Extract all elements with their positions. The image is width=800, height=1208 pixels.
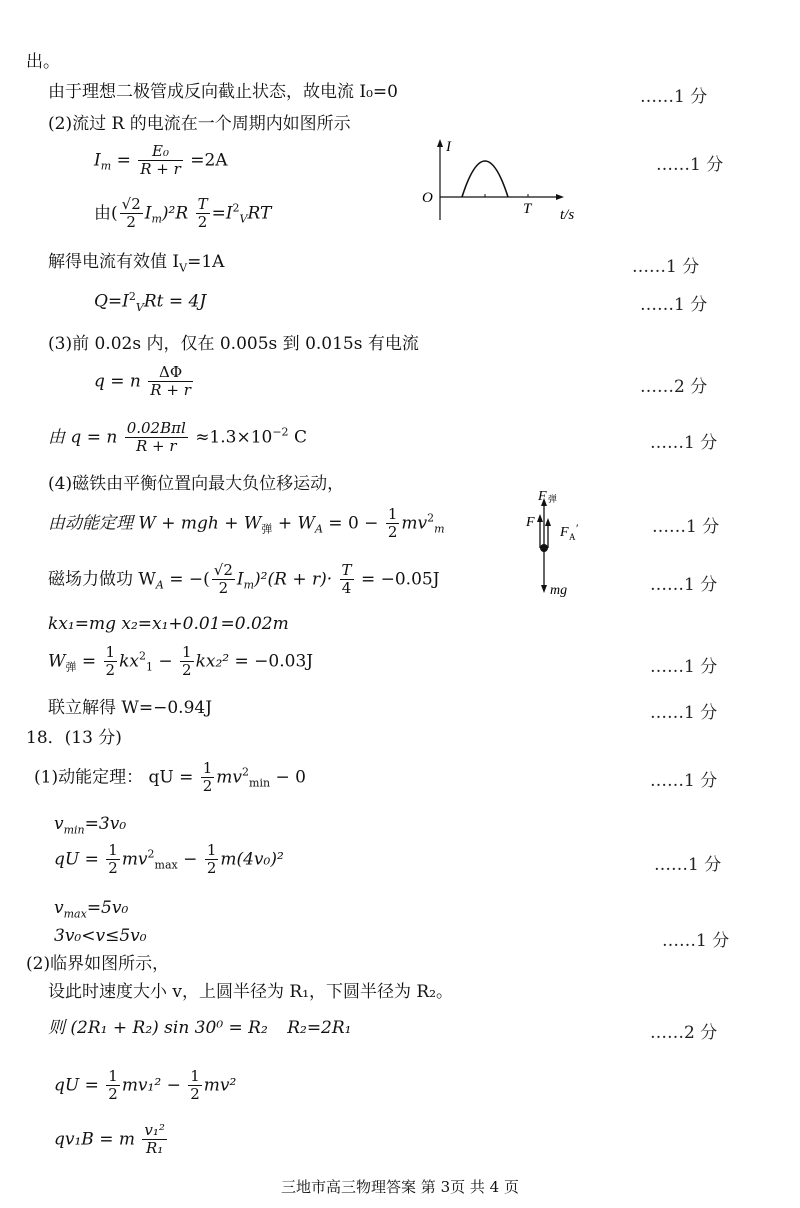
spring-work: $W_弹$ = $\frac{1}{2}$ $kx^2_1$ − $\frac{1}{2}$ kx₂² = −0.03J: [48, 643, 314, 680]
lorentz-force: qv₁B = m $\frac{\text{v₁²}}{\text{R₁}}$: [54, 1121, 165, 1158]
svg-text:F: F: [560, 525, 569, 540]
label-i: I: [446, 139, 451, 155]
equation-rms: 由( $\frac{√2}{2}$ $I_m)^2R$ $\frac{T}{2}$ $=I^2_VRT$: [94, 195, 272, 232]
vmax-equation: qU = $\frac{1}{2}$ $mv^2_{max}$ − $\frac{1}{2}$ m(4v₀)²: [54, 841, 284, 878]
score-mark: ……1 分: [650, 771, 718, 791]
part-4-heading: (4)磁铁由平衡位置向最大负位移运动，: [48, 474, 345, 494]
q18-part2-heading: (2)临界如图所示，: [26, 954, 170, 974]
heat-equation: $Q=I^2_VRt = 4J$: [94, 290, 207, 315]
current-waveform-graph: [410, 135, 590, 225]
score-mark: ……2 分: [640, 377, 708, 397]
svg-text:mg: mg: [550, 583, 568, 598]
score-mark: ……1 分: [654, 855, 722, 875]
magnetic-work: 磁场力做功 $W_A$ = −( $\frac{√2}{2}$ $I_m)^2(R + r)\cdot$ $\frac{T}{4}$ = −0.05J: [48, 561, 440, 598]
charge-formula: q = n $\frac{\Delta\Phi}{R + r}$: [94, 363, 191, 400]
energy-theorem: 由动能定理 W + mgh + $W_弹 + W_A = 0$ − $\frac{1}{2}$ $mv^2_m$: [48, 505, 445, 542]
score-mark: ……1 分: [650, 575, 718, 595]
x-axis-arrow: [556, 194, 564, 200]
score-mark: ……1 分: [662, 931, 730, 951]
diode-statement: 由于理想二极管成反向截止状态，故电流 I₀=0: [48, 82, 398, 102]
score-mark: ……1 分: [640, 295, 708, 315]
score-mark: ……1 分: [640, 87, 708, 107]
text-continuation: 出。: [26, 52, 60, 72]
fraction: $\frac{\text{E₀}}{R + r}$: [140, 142, 181, 179]
part-3-heading: (3)前 0.02s 内，仅在 0.005s 到 0.015s 有电流: [48, 334, 419, 354]
vmin-result: $v_{min}=3v_0$: [54, 814, 127, 837]
svg-text:′: ′: [576, 521, 579, 535]
label-ts: t/s: [560, 207, 575, 223]
svg-text:F: F: [526, 515, 535, 530]
velocity-range: 3v₀<v≤5v₀: [54, 926, 147, 946]
geometry-relation: 则 (2R₁ + R₂) sin 30⁰ = R₂ R₂=2R₁: [48, 1018, 352, 1038]
force-diagram: [520, 488, 620, 598]
question-18-heading: 18．(13 分): [26, 728, 122, 748]
y-axis-arrow: [437, 139, 443, 147]
part-2-heading: (2)流过 R 的电流在一个周期内如图所示: [48, 114, 351, 134]
label-origin: O: [422, 190, 433, 206]
svg-text:F: F: [538, 489, 547, 504]
score-mark: ……1 分: [656, 155, 724, 175]
current-curve: [462, 161, 508, 197]
equation-im: $I_m$ = $\frac{\text{E₀}}{R + r}$ =2A: [94, 142, 228, 179]
rms-result: 解得电流有效值 $I_V=1A$: [48, 252, 225, 275]
charge-result: 由 q = n $\frac{\text{0.02Bπl}}{R + r}$ $\approx 1.3\times 10^{-2}$ C: [48, 419, 307, 456]
score-mark: ……1 分: [650, 703, 718, 723]
svg-text:弹: 弹: [548, 494, 558, 504]
vmax-result: $v_{max}=5v_0$: [54, 898, 129, 921]
q18-part1-energy: (1)动能定理： qU = $\frac{1}{2}$ $mv^2_{min} - 0$: [34, 759, 306, 796]
score-mark: ……2 分: [650, 1023, 718, 1043]
score-mark: ……1 分: [632, 257, 700, 277]
radius-definition: 设此时速度大小 v，上圆半径为 R₁，下圆半径为 R₂。: [48, 982, 454, 1002]
score-mark: ……1 分: [650, 657, 718, 677]
combined-result: 联立解得 W=−0.94J: [48, 698, 213, 718]
score-mark: ……1 分: [650, 433, 718, 453]
energy-v1: qU = $\frac{1}{2}$ mv₁² − $\frac{1}{2}$ mv²: [54, 1067, 237, 1104]
label-t: T: [523, 201, 532, 217]
spring-equilibrium: kx₁=mg x₂=x₁+0.01=0.02m: [48, 614, 289, 634]
score-mark: ……1 分: [652, 517, 720, 537]
page-footer: 三地市高三物理答案 第 3页 共 4 页: [281, 1178, 519, 1196]
svg-text:A: A: [569, 532, 576, 542]
